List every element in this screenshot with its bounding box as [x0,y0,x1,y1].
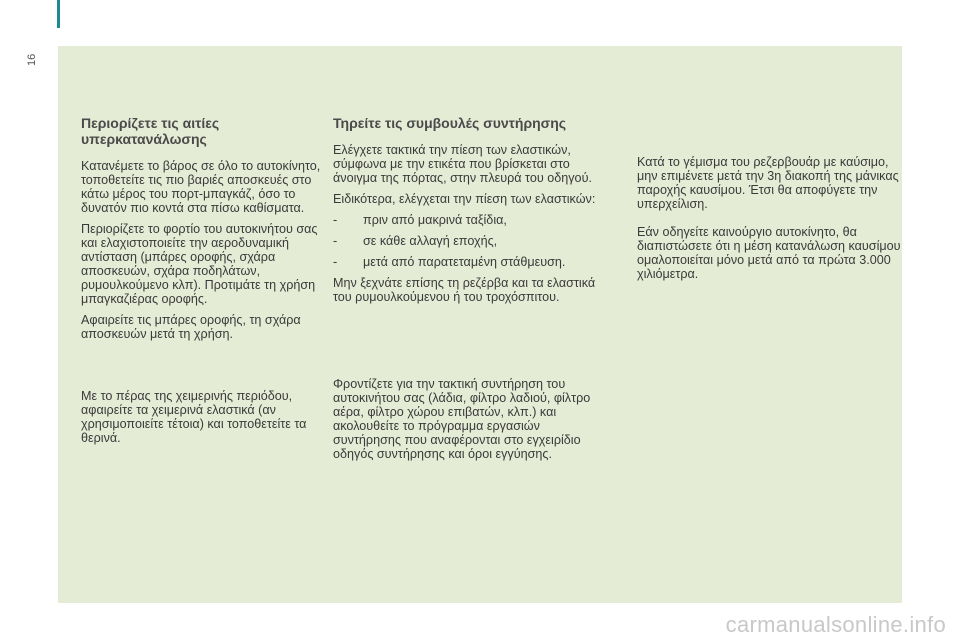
tyre-check-list [333,213,608,269]
paragraph-refuelling: Κατά το γέμισμα του ρεζερβουάρ με καύσιμο, μην επιμένετε μετά την 3η διακοπή της μάνικας παροχής καυσίμου. Έτσι θα αποφύγετε την υπερχείλιση. [637,155,899,211]
list-item: - πριν από μακρινά ταξίδια, [333,213,507,227]
watermark-site: carmanualsonline.info [725,612,946,637]
column-3 [637,155,902,288]
list-marker: - [333,255,338,269]
paragraph: Περιορίζετε το φορτίο του αυτοκινήτου σας και ελαχιστοποιείτε την αεροδυναμική αντίσταση (μπάρες οροφής, σχάρα αποσκευών, σχάρα ποδηλάτων, ρυμουλκούμενο κλπ). Προτιμάτε τη χρήση μπαγκαζιέρας οροφής. [81,222,318,306]
list-marker: - [333,213,338,227]
paragraph: Κατανέμετε το βάρος σε όλο το αυτοκίνητο, τοποθετείτε τις πιο βαριές αποσκευές στο κάτω μέρος του πορτ-μπαγκάζ, όσο το δυνατόν πιο κοντά στα πίσω καθίσματα. [81,159,321,215]
paragraph: Αφαιρείτε τις μπάρες οροφής, τη σχάρα αποσκευών μετά τη χρήση. [81,313,301,341]
heading-maintenance-advice: Τηρείτε τις συμβουλές συντήρησης [333,115,567,131]
list-item: - μετά από παρατεταμένη στάθμευση. [333,255,566,269]
list-item: - σε κάθε αλλαγή εποχής, [333,234,498,248]
paragraph-new-vehicle: Εάν οδηγείτε καινούργιο αυτοκίνητο, θα διαπιστώσετε ότι η μέση κατανάλωση καυσίμου ομαλοποιείται μόνο μετά από τα πρώτα 3.000 χιλιόμετρα. [637,225,901,281]
heading-reduce-overconsumption: Περιορίζετε τις αιτίες υπερκατανάλωσης [81,115,220,147]
paragraph: Ελέγχετε τακτικά την πίεση των ελαστικών, σύμφωνα με την ετικέτα που βρίσκεται στο άνοιγμα της πόρτας, στην πλευρά του οδηγού. [333,143,592,185]
column-1 [81,115,336,348]
column-2 [333,115,608,311]
page-number: 16 [26,53,38,66]
margin-bar [57,0,60,28]
paragraph: Μην ξεχνάτε επίσης τη ρεζέρβα και τα ελαστικά του ρυμουλκούμενου ή του τροχόσπιτου. [333,276,596,304]
paragraph: Ειδικότερα, ελέγχεται την πίεση των ελαστικών: [333,192,596,206]
paragraph-regular-maintenance: Φροντίζετε για την τακτική συντήρηση του αυτοκινήτου σας (λάδια, φίλτρο λαδιού, φίλτρο αέρα, φίλτρο χώρου επιβατών, κλπ.) και ακολουθείτε το πρόγραμμα εργασιών συντήρησης που αναφέρονται στο εγχειρίδιο οδηγός συντήρησης και όροι εγγύησης. [333,377,591,461]
list-marker: - [333,234,338,248]
paragraph-winter-tyres: Με το πέρας της χειμερινής περιόδου, αφαιρείτε τα χειμερινά ελαστικά (αν χρησιμοποιείτε τέτοια) και τοποθετείτε τα θερινά. [81,389,307,445]
